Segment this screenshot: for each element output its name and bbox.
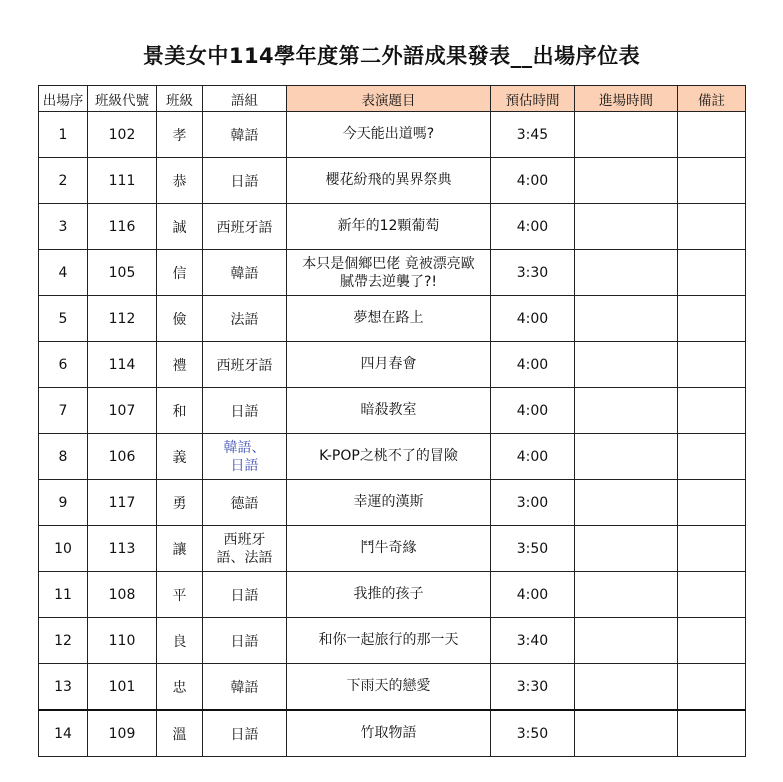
performance-cell: 我推的孩子	[287, 572, 491, 618]
class-code-cell: 117	[88, 480, 157, 526]
performance-cell: 竹取物語	[287, 710, 491, 757]
notes-cell	[678, 296, 746, 342]
entry-time-cell	[575, 664, 678, 711]
order-cell: 9	[39, 480, 88, 526]
page-title: 景美女中114學年度第二外語成果發表__出場序位表	[142, 44, 641, 68]
language-line: 日語	[230, 457, 259, 474]
entry-time-cell	[575, 618, 678, 664]
table-row	[39, 618, 746, 664]
performance-cell: K-POP之桃不了的冒險	[287, 434, 491, 480]
header-performance: 表演題目	[287, 86, 491, 112]
entry-time-cell	[575, 434, 678, 480]
class-cell: 誠	[157, 204, 203, 250]
entry-time-cell	[575, 342, 678, 388]
language-cell: 日語	[203, 158, 287, 204]
language-cell: 西班牙語	[203, 342, 287, 388]
class-code-cell: 113	[88, 526, 157, 572]
language-cell: 韓語	[203, 250, 287, 296]
notes-cell	[678, 480, 746, 526]
class-cell: 和	[157, 388, 203, 434]
order-cell: 8	[39, 434, 88, 480]
class-cell: 信	[157, 250, 203, 296]
class-code-cell: 101	[88, 664, 157, 711]
performance-cell: 下雨天的戀愛	[287, 664, 491, 711]
table-row	[39, 112, 746, 158]
est-time-cell: 3:45	[491, 112, 575, 158]
est-time-cell: 3:40	[491, 618, 575, 664]
performance-cell: 和你一起旅行的那一天	[287, 618, 491, 664]
entry-time-cell	[575, 296, 678, 342]
performance-line: 本只是個鄉巴佬 竟被漂亮歐	[302, 255, 475, 272]
notes-cell	[678, 250, 746, 296]
language-cell: 西班牙語	[203, 204, 287, 250]
entry-time-cell	[575, 710, 678, 757]
class-code-cell: 112	[88, 296, 157, 342]
language-cell: 韓語	[203, 664, 287, 711]
notes-cell	[678, 388, 746, 434]
performance-cell: 新年的12顆葡萄	[287, 204, 491, 250]
class-code-cell: 108	[88, 572, 157, 618]
class-cell: 良	[157, 618, 203, 664]
notes-cell	[678, 572, 746, 618]
order-cell: 10	[39, 526, 88, 572]
table-row	[39, 250, 746, 296]
notes-cell	[678, 158, 746, 204]
class-code-cell: 102	[88, 112, 157, 158]
notes-cell	[678, 526, 746, 572]
notes-cell	[678, 342, 746, 388]
class-cell: 溫	[157, 710, 203, 757]
class-cell: 勇	[157, 480, 203, 526]
performance-cell: 櫻花紛飛的異界祭典	[287, 158, 491, 204]
class-code-cell: 111	[88, 158, 157, 204]
language-cell: 日語	[203, 710, 287, 757]
est-time-cell: 3:30	[491, 664, 575, 711]
notes-cell	[678, 618, 746, 664]
class-code-cell: 106	[88, 434, 157, 480]
class-cell: 義	[157, 434, 203, 480]
performance-cell: 四月春會	[287, 342, 491, 388]
header-est-time: 預估時間	[491, 86, 575, 112]
language-line: 西班牙	[223, 531, 266, 548]
performance-cell: 幸運的漢斯	[287, 480, 491, 526]
class-code-cell: 105	[88, 250, 157, 296]
language-cell	[203, 434, 287, 480]
notes-cell	[678, 710, 746, 757]
entry-time-cell	[575, 250, 678, 296]
language-cell: 韓語	[203, 112, 287, 158]
class-code-cell: 110	[88, 618, 157, 664]
est-time-cell: 4:00	[491, 158, 575, 204]
order-cell: 1	[39, 112, 88, 158]
language-line: 語、法語	[216, 549, 273, 566]
entry-time-cell	[575, 572, 678, 618]
lineup-table	[38, 85, 746, 757]
class-cell: 忠	[157, 664, 203, 711]
table-row	[39, 572, 746, 618]
order-cell: 13	[39, 664, 88, 711]
performance-cell: 暗殺教室	[287, 388, 491, 434]
table-row	[39, 342, 746, 388]
notes-cell	[678, 112, 746, 158]
est-time-cell: 4:00	[491, 296, 575, 342]
est-time-cell: 4:00	[491, 434, 575, 480]
table-row	[39, 664, 746, 711]
entry-time-cell	[575, 388, 678, 434]
table-row	[39, 158, 746, 204]
order-cell: 7	[39, 388, 88, 434]
class-code-cell: 114	[88, 342, 157, 388]
performance-cell: 鬥牛奇緣	[287, 526, 491, 572]
entry-time-cell	[575, 480, 678, 526]
order-cell: 2	[39, 158, 88, 204]
performance-cell	[287, 250, 491, 296]
est-time-cell: 4:00	[491, 572, 575, 618]
header-class: 班級	[157, 86, 203, 112]
language-line: 韓語、	[223, 439, 266, 456]
class-cell: 恭	[157, 158, 203, 204]
est-time-cell: 4:00	[491, 342, 575, 388]
table-row	[39, 388, 746, 434]
header-notes: 備註	[678, 86, 746, 112]
header-order: 出場序	[39, 86, 88, 112]
language-cell: 法語	[203, 296, 287, 342]
order-cell: 14	[39, 710, 88, 757]
order-cell: 12	[39, 618, 88, 664]
est-time-cell: 3:00	[491, 480, 575, 526]
class-cell: 平	[157, 572, 203, 618]
header-language: 語組	[203, 86, 287, 112]
entry-time-cell	[575, 526, 678, 572]
language-cell: 日語	[203, 618, 287, 664]
order-cell: 6	[39, 342, 88, 388]
table-row	[39, 296, 746, 342]
est-time-cell: 3:50	[491, 526, 575, 572]
notes-cell	[678, 434, 746, 480]
table-row	[39, 526, 746, 572]
class-code-cell: 116	[88, 204, 157, 250]
class-cell: 禮	[157, 342, 203, 388]
performance-cell: 夢想在路上	[287, 296, 491, 342]
performance-cell: 今天能出道嗎?	[287, 112, 491, 158]
order-cell: 3	[39, 204, 88, 250]
entry-time-cell	[575, 204, 678, 250]
order-cell: 5	[39, 296, 88, 342]
language-cell: 日語	[203, 572, 287, 618]
notes-cell	[678, 664, 746, 711]
notes-cell	[678, 204, 746, 250]
language-cell: 日語	[203, 388, 287, 434]
entry-time-cell	[575, 112, 678, 158]
performance-line: 膩帶去逆襲了?!	[339, 273, 438, 290]
est-time-cell: 3:50	[491, 710, 575, 757]
table-row	[39, 480, 746, 526]
entry-time-cell	[575, 158, 678, 204]
table-row	[39, 434, 746, 480]
class-cell: 儉	[157, 296, 203, 342]
table-row	[39, 204, 746, 250]
order-cell: 11	[39, 572, 88, 618]
language-cell	[203, 526, 287, 572]
header-row	[39, 86, 746, 112]
est-time-cell: 4:00	[491, 204, 575, 250]
class-cell: 孝	[157, 112, 203, 158]
language-cell: 德語	[203, 480, 287, 526]
class-code-cell: 107	[88, 388, 157, 434]
class-code-cell: 109	[88, 710, 157, 757]
header-class-code: 班級代號	[88, 86, 157, 112]
header-entry-time: 進場時間	[575, 86, 678, 112]
table-row	[39, 710, 746, 757]
est-time-cell: 4:00	[491, 388, 575, 434]
order-cell: 4	[39, 250, 88, 296]
est-time-cell: 3:30	[491, 250, 575, 296]
class-cell: 讓	[157, 526, 203, 572]
